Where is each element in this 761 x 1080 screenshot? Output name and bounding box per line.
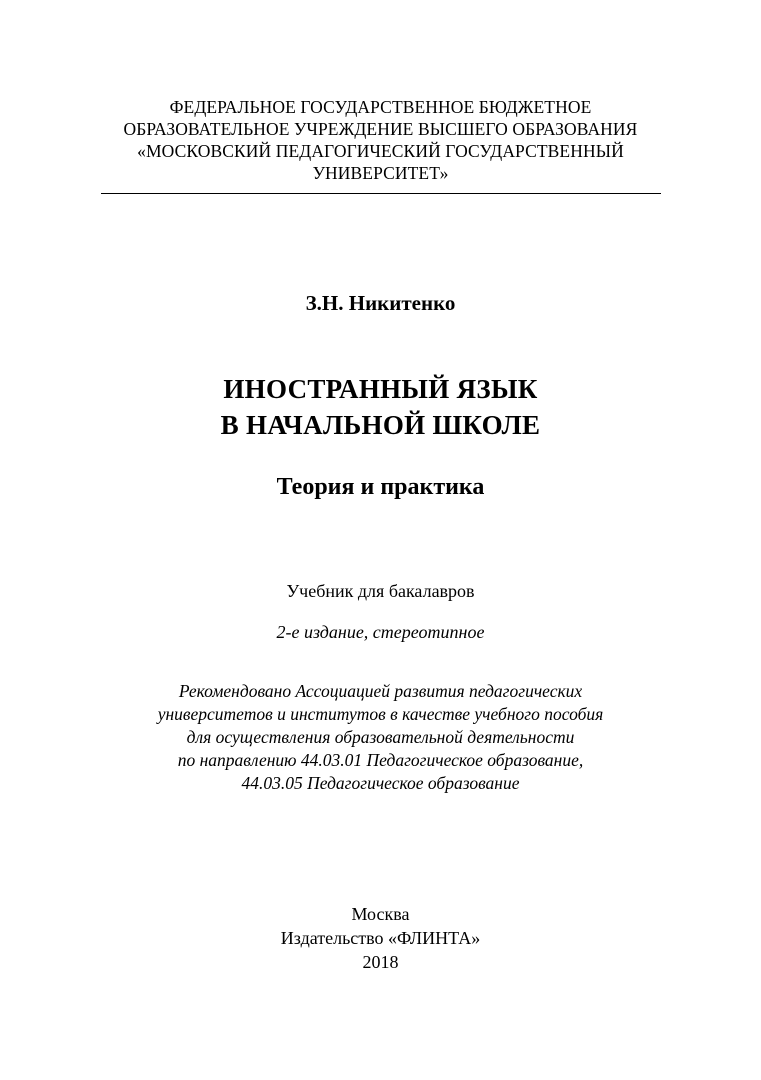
- recommendation-line: университетов и институтов в качестве учебного пособия: [157, 704, 604, 724]
- author-name: З.Н. Никитенко: [305, 291, 456, 315]
- book-title-line: ИНОСТРАННЫЙ ЯЗЫК: [223, 374, 538, 404]
- organization-header: [0, 96, 761, 184]
- organization-line: ОБРАЗОВАТЕЛЬНОЕ УЧРЕЖДЕНИЕ ВЫСШЕГО ОБРАЗОВАНИЯ: [123, 119, 638, 139]
- organization-line: «МОСКОВСКИЙ ПЕДАГОГИЧЕСКИЙ ГОСУДАРСТВЕННЫЙ: [137, 141, 624, 161]
- imprint-city: Москва: [351, 904, 410, 924]
- recommendation-line: для осуществления образовательной деятельности: [186, 727, 575, 747]
- recommendation-line: 44.03.05 Педагогическое образование: [241, 773, 520, 793]
- recommendation-line: по направлению 44.03.01 Педагогическое образование,: [177, 750, 584, 770]
- book-kind: Учебник для бакалавров: [286, 581, 475, 601]
- book-title-line: В НАЧАЛЬНОЙ ШКОЛЕ: [220, 410, 541, 440]
- book-title: [0, 371, 761, 443]
- header-divider: [101, 193, 661, 194]
- imprint: [0, 902, 761, 974]
- recommendation-line: Рекомендовано Ассоциацией развития педагогических: [178, 681, 583, 701]
- imprint-year: 2018: [362, 952, 399, 972]
- edition-note: 2-е издание, стереотипное: [276, 622, 485, 642]
- book-subtitle: Теория и практика: [276, 474, 485, 500]
- organization-line: УНИВЕРСИТЕТ»: [312, 163, 449, 183]
- imprint-publisher: Издательство «ФЛИНТА»: [280, 928, 481, 948]
- recommendation-note: [0, 680, 761, 795]
- organization-line: ФЕДЕРАЛЬНОЕ ГОСУДАРСТВЕННОЕ БЮДЖЕТНОЕ: [169, 97, 592, 117]
